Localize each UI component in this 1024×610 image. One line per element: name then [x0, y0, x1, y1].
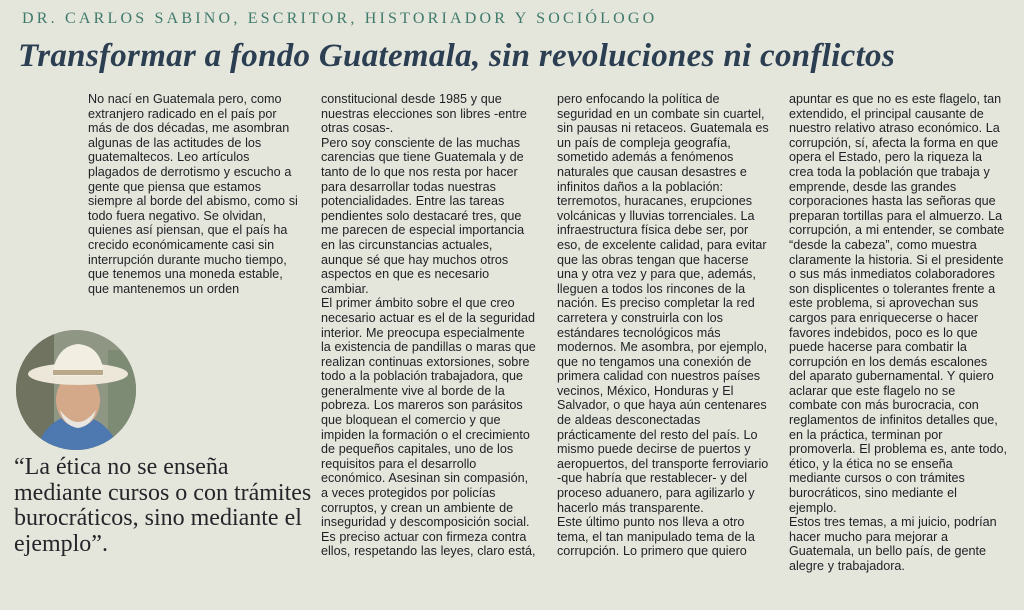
- article-column-2: [321, 92, 538, 559]
- paragraph: No nací en Guatemala pero, como extranjero radicado en el país por más de dos décadas, me asombran algunas de las actitudes de los guatemaltecos. Leo artículos plagados de derrotismo y escucho a gente que piensa que estamos siempre al borde del abismo, como si todo fuera negativo. Se olvidan, quienes así piensan, que el país ha crecido económicamente casi sin interrupción durante mucho tiempo, que tenemos una moneda estable, que mantenemos un orden: [88, 92, 298, 296]
- article-column-3: [557, 92, 772, 559]
- paragraph: pero enfocando la política de seguridad en un combate sin cuartel, sin pausas ni retaceos. Guatemala es un país de compleja geografía, sometido además a fenómenos naturales que causan desastres e infinitos daños a la población: terremotos, huracanes, erupciones volcánicas y lluvias torrenciales. La infraestructura física debe ser, por eso, de excelente calidad, para evitar que las obras tengan que hacerse una y otra vez y para que, además, lleguen a todos los rincones de la nación. Es preciso completar la red carretera y construirla con los estándares tecnológicos más modernos. Me asombra, por ejemplo, que no tengamos una conexión de primera calidad con nuestros países vecinos, México, Honduras y El Salvador, o que haya aún centenares de aldeas desconectadas prácticamente del resto del país. Lo mismo puede decirse de puertos y aeropuertos, del transporte ferroviario -que habría que restablecer- y del proceso aduanero, para agilizarlo y hacerlo más transparente.: [557, 92, 769, 515]
- paragraph: apuntar es que no es este flagelo, tan extendido, el principal causante de nuestro relativo atraso económico. La corrupción, sí, afecta la forma en que opera el Estado, pero la riqueza la crea toda la población que trabaja y emprende, desde las grandes corporaciones hasta las señoras que preparan tortillas para el almuerzo. La corrupción, a mi entender, se combate “desde la cabeza”, como muestra claramente la historia. Si el presidente o sus más inmediatos colaboradores son displicentes o tolerantes frente a este problema, si aprovechan sus cargos para enriquecerse o hacer favores indebidos, poco es lo que puede hacerse para combatir la corrupción en los demás escalones del aparato gubernamental. Y quiero aclarar que este flagelo no se combate con más burocracia, con reglamentos de infinitos detalles que, en la práctica, terminan por promoverla. El problema es, ante todo, ético, y la ética no se enseña mediante cursos o con trámites burocráticos, sino mediante el ejemplo.: [789, 92, 1008, 515]
- pull-quote: “La ética no se enseña mediante cursos o con trámites burocráticos, sino mediante el ejemplo”.: [14, 454, 312, 557]
- article-headline: Transformar a fondo Guatemala, sin revoluciones ni conflictos: [18, 38, 895, 74]
- paragraph: El primer ámbito sobre el que creo necesario actuar es el de la seguridad interior. Me preocupa especialmente la existencia de pandillas o maras que realizan continuas extorsiones, sobre todo a la población trabajadora, que generalmente vive al borde de la pobreza. Los mareros son parásitos que bloquean el comercio y que impiden la formación o el crecimiento de pequeños capitales, uno de los requisitos para el desarrollo económico. Asesinan sin compasión, a veces protegidos por policías corruptos, y crean un ambiente de inseguridad y descomposición social. Es preciso actuar con firmeza contra ellos, respetando las leyes, claro está,: [321, 296, 536, 559]
- author-kicker: DR. CARLOS SABINO, ESCRITOR, HISTORIADOR Y SOCIÓLOGO: [22, 10, 658, 27]
- paragraph: Pero soy consciente de las muchas carencias que tiene Guatemala y de tanto de lo que nos resta por hacer para desarrollar todas nuestras potencialidades. Entre las tareas pendientes solo destacaré tres, que me parecen de especial importancia en las circunstancias actuales, aunque sé que hay muchos otros aspectos en que es necesario cambiar.: [321, 135, 525, 296]
- paragraph: Este último punto nos lleva a otro tema, el tan manipulado tema de la corrupción. Lo primero que quiero: [557, 515, 755, 559]
- paragraph: constitucional desde 1985 y que nuestras elecciones son libres -entre otras cosas-.: [321, 92, 527, 136]
- author-photo: [16, 330, 136, 450]
- article-column-4: [789, 92, 1007, 574]
- author-portrait-icon: [16, 330, 136, 450]
- article-column-1: [88, 92, 304, 296]
- paragraph: Estos tres temas, a mi juicio, podrían hacer mucho para mejorar a Guatemala, un bello país, de gente alegre y trabajadora.: [789, 515, 997, 573]
